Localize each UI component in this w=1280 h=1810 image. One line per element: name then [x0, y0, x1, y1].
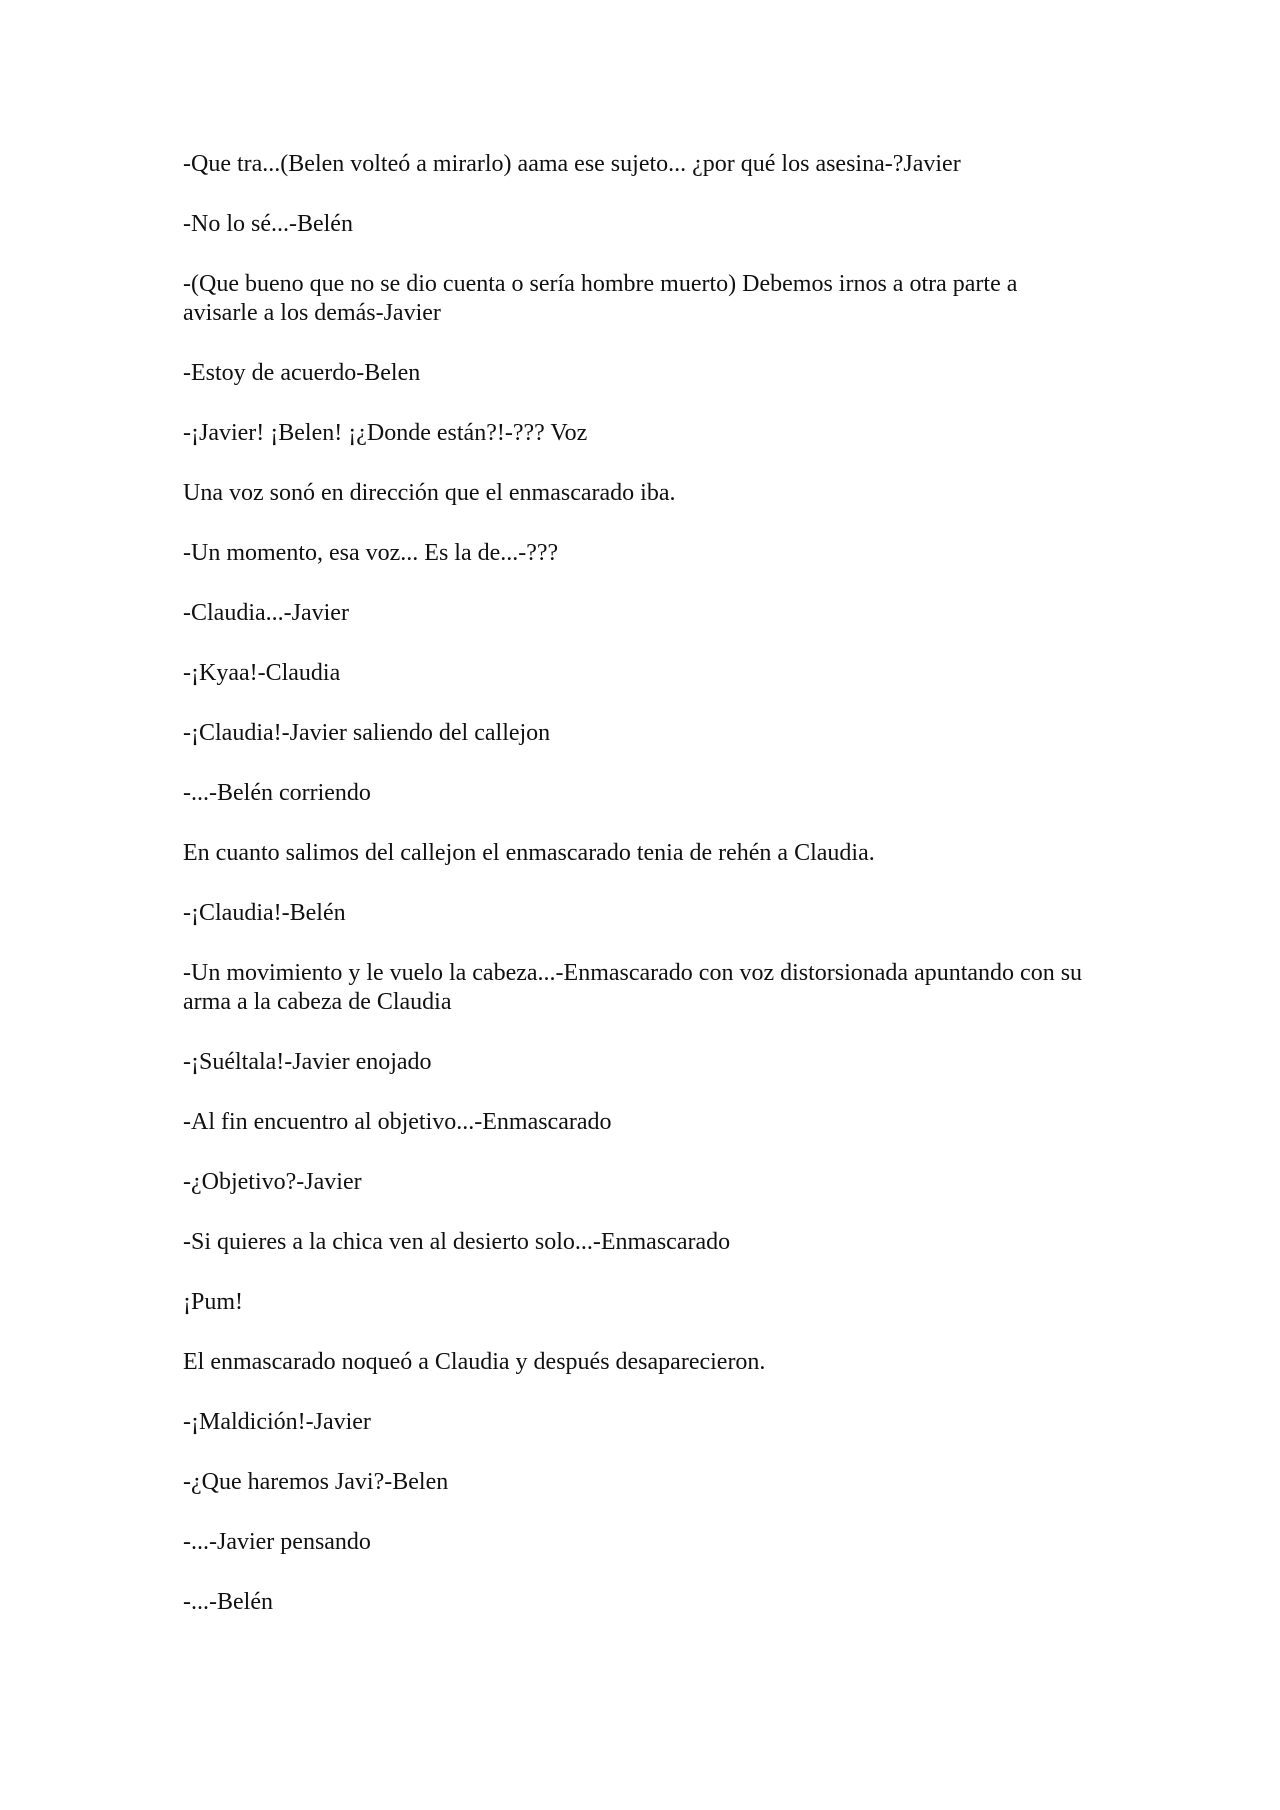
paragraph: En cuanto salimos del callejon el enmascarado tenia de rehén a Claudia. — [183, 840, 875, 866]
paragraph: -Un momento, esa voz... Es la de...-??? — [183, 540, 559, 566]
paragraph: -(Que bueno que no se dio cuenta o sería hombre muerto) Debemos irnos a otra parte a avisarle a los demás-Javier — [183, 271, 1018, 326]
paragraph: -Estoy de acuerdo-Belen — [183, 360, 421, 386]
paragraph: -¡Claudia!-Belén — [183, 900, 346, 926]
paragraph: -...-Belén — [183, 1589, 273, 1615]
paragraph: -...-Belén corriendo — [183, 780, 371, 806]
paragraph: Una voz sonó en dirección que el enmascarado iba. — [183, 480, 676, 506]
paragraph: -Que tra...(Belen volteó a mirarlo) aama ese sujeto... ¿por qué los asesina-?Javier — [183, 151, 961, 177]
paragraph: -No lo sé...-Belén — [183, 211, 353, 237]
paragraph: -...-Javier pensando — [183, 1529, 371, 1555]
paragraph: -Un movimiento y le vuelo la cabeza...-Enmascarado con voz distorsionada apuntando con su arma a la cabeza de Claudia — [183, 960, 1083, 1015]
paragraph: -¿Que haremos Javi?-Belen — [183, 1469, 449, 1495]
paragraph: -¡Maldición!-Javier — [183, 1409, 371, 1435]
paragraph: ¡Pum! — [183, 1289, 243, 1315]
document-body — [183, 150, 1088, 1648]
paragraph: -Si quieres a la chica ven al desierto solo...-Enmascarado — [183, 1229, 731, 1255]
paragraph: -Al fin encuentro al objetivo...-Enmascarado — [183, 1109, 612, 1135]
paragraph: -Claudia...-Javier — [183, 600, 349, 626]
paragraph: -¡Suéltala!-Javier enojado — [183, 1049, 432, 1075]
paragraph: -¿Objetivo?-Javier — [183, 1169, 362, 1195]
paragraph: -¡Javier! ¡Belen! ¡¿Donde están?!-??? Voz — [183, 420, 588, 446]
paragraph: El enmascarado noqueó a Claudia y después desaparecieron. — [183, 1349, 766, 1375]
paragraph: -¡Claudia!-Javier saliendo del callejon — [183, 720, 551, 746]
paragraph: -¡Kyaa!-Claudia — [183, 660, 341, 686]
